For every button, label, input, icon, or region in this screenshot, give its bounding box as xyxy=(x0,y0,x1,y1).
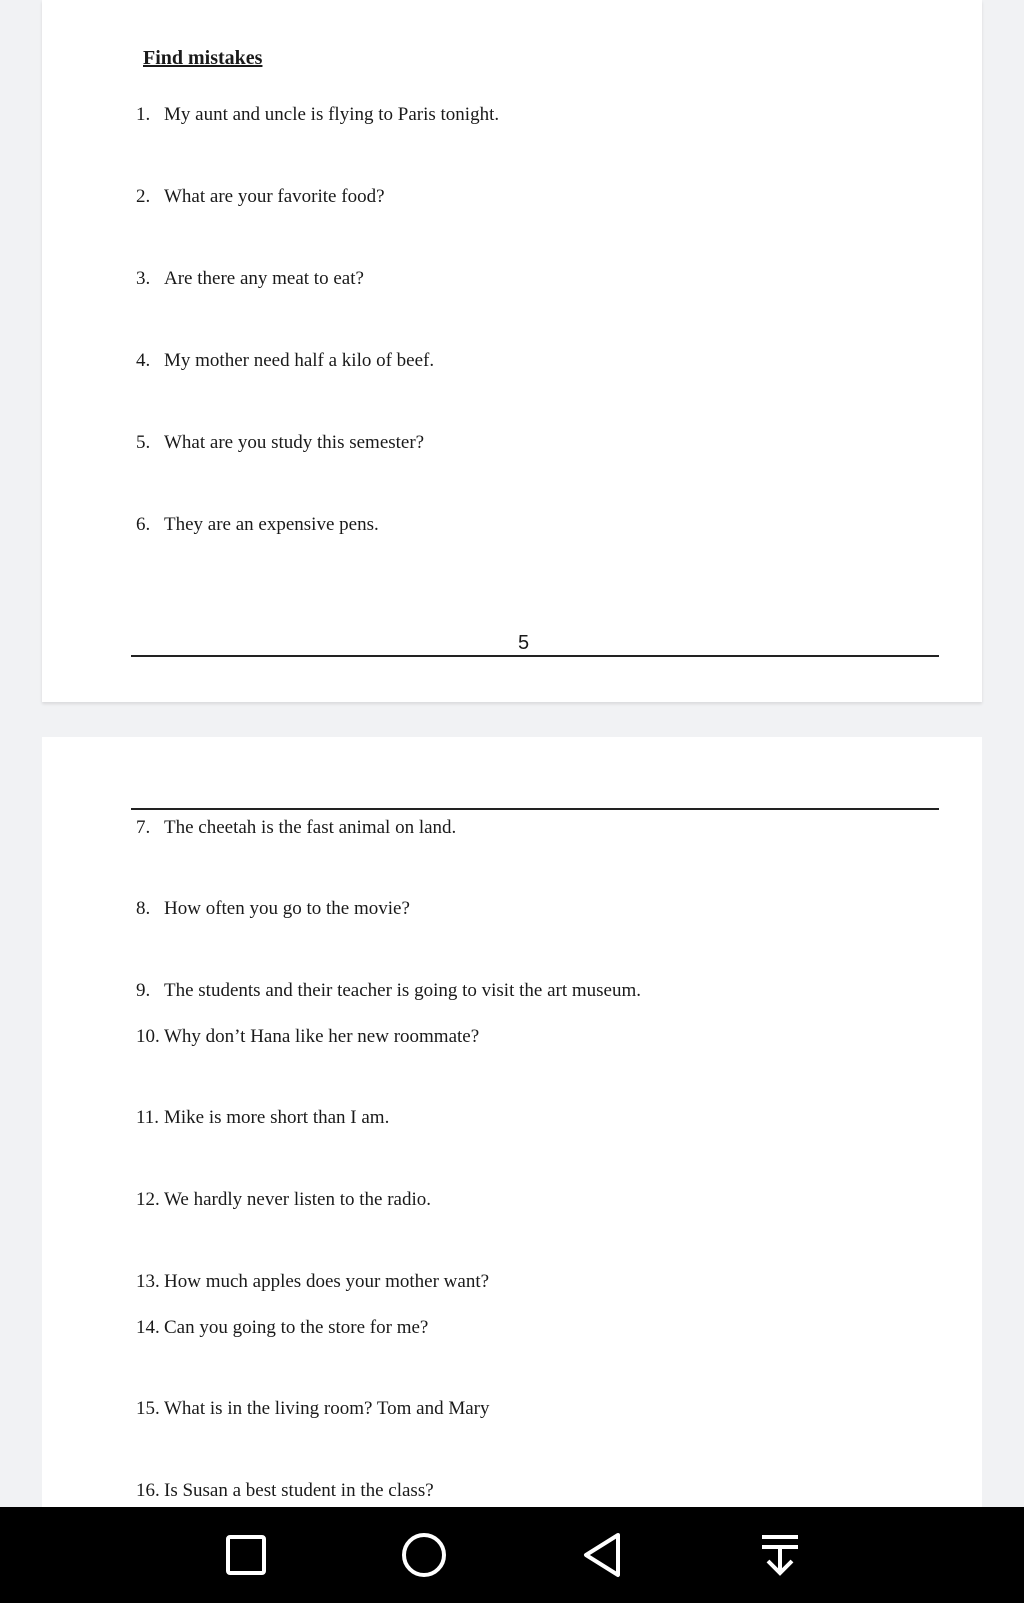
item-number: 4. xyxy=(136,350,151,371)
item-number: 8. xyxy=(136,898,151,919)
item-text: How much apples does your mother want? xyxy=(164,1271,490,1292)
list-item xyxy=(136,1026,479,1048)
list-item xyxy=(136,268,364,290)
item-text: Mike is more short than I am. xyxy=(164,1107,390,1128)
square-recents-icon xyxy=(224,1533,268,1577)
item-text: My aunt and uncle is flying to Paris tonight. xyxy=(164,104,500,125)
recents-button[interactable] xyxy=(218,1527,274,1583)
header-rule xyxy=(131,808,939,810)
list-item xyxy=(136,1317,428,1339)
item-text: Are there any meat to eat? xyxy=(164,268,364,289)
back-button[interactable] xyxy=(574,1527,630,1583)
pull-down-button[interactable] xyxy=(752,1527,808,1583)
item-text: Is Susan a best student in the class? xyxy=(164,1480,434,1501)
list-item xyxy=(136,186,385,208)
item-text: What are your favorite food? xyxy=(164,186,385,207)
item-number: 7. xyxy=(136,817,151,838)
item-number: 16. xyxy=(136,1480,160,1501)
triangle-back-icon xyxy=(580,1531,624,1579)
item-text: The students and their teacher is going to visit the art museum. xyxy=(164,980,642,1001)
item-text: They are an expensive pens. xyxy=(164,514,379,535)
circle-home-icon xyxy=(400,1531,448,1579)
item-text: We hardly never listen to the radio. xyxy=(164,1189,432,1210)
item-text: How often you go to the movie? xyxy=(164,898,410,919)
item-text: The cheetah is the fast animal on land. xyxy=(164,817,457,838)
item-text: My mother need half a kilo of beef. xyxy=(164,350,435,371)
list-item xyxy=(136,104,499,126)
list-item xyxy=(136,898,410,920)
item-text: Can you going to the store for me? xyxy=(164,1317,429,1338)
item-text: Why don’t Hana like her new roommate? xyxy=(164,1026,480,1047)
list-item xyxy=(136,1480,434,1502)
item-text: What are you study this semester? xyxy=(164,432,425,453)
item-number: 10. xyxy=(136,1026,160,1047)
item-number: 1. xyxy=(136,104,151,125)
document-page-1 xyxy=(42,0,982,702)
list-item xyxy=(136,432,424,454)
item-number: 12. xyxy=(136,1189,160,1210)
item-number: 14. xyxy=(136,1317,160,1338)
list-item xyxy=(136,1107,389,1129)
system-nav-bar xyxy=(0,1507,1024,1603)
item-number: 6. xyxy=(136,514,151,535)
item-number: 2. xyxy=(136,186,151,207)
item-text: What is in the living room? Tom and Mary xyxy=(164,1398,490,1419)
item-number: 13. xyxy=(136,1271,160,1292)
item-number: 3. xyxy=(136,268,151,289)
list-item xyxy=(136,514,379,536)
pull-down-icon xyxy=(758,1531,802,1579)
document-page-2 xyxy=(42,737,982,1507)
list-item xyxy=(136,1271,489,1293)
list-item xyxy=(136,817,456,839)
list-item xyxy=(136,350,434,372)
home-button[interactable] xyxy=(396,1527,452,1583)
list-item xyxy=(136,1189,431,1211)
page-number: 5 xyxy=(518,632,530,654)
page-heading: Find mistakes xyxy=(143,47,263,69)
list-item xyxy=(136,980,641,1002)
item-number: 5. xyxy=(136,432,151,453)
item-number: 11. xyxy=(136,1107,160,1128)
list-item xyxy=(136,1398,490,1420)
item-number: 9. xyxy=(136,980,151,1001)
item-number: 15. xyxy=(136,1398,160,1419)
footer-rule xyxy=(131,655,939,657)
